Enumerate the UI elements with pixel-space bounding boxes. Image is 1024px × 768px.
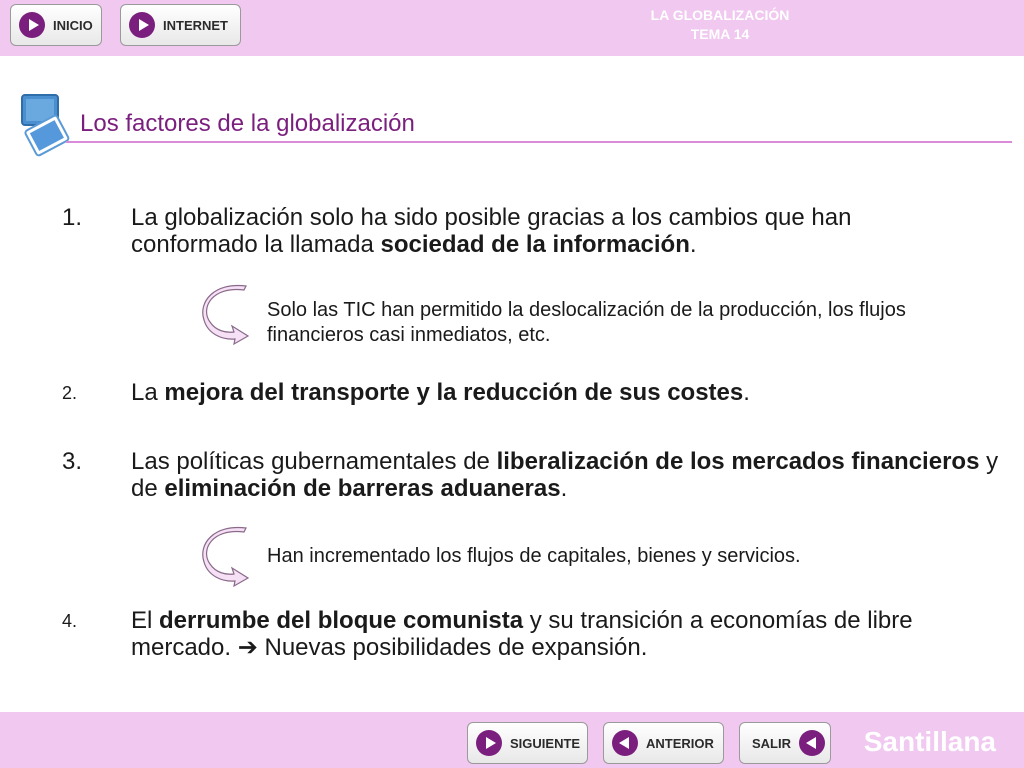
item-text [131, 379, 1001, 406]
curved-arrow-icon [200, 526, 252, 588]
siguiente-button[interactable] [467, 722, 588, 764]
bottom-bar [0, 712, 1024, 768]
item-text [131, 607, 1001, 661]
item-text-part: La globalización solo ha sido posible gracias a los cambios que han conformado la llamada [131, 204, 852, 258]
play-right-icon [19, 12, 45, 38]
inicio-button[interactable] [10, 4, 102, 46]
item-subtext: Han incrementado los flujos de capitales, bienes y servicios. [267, 545, 801, 567]
item-text-part: . [689, 231, 697, 258]
item-text-part: La [131, 379, 165, 406]
item-number: 4. [62, 611, 78, 631]
page-title: Los factores de la globalización [80, 110, 415, 137]
anterior-label: ANTERIOR [646, 735, 714, 751]
item-text [131, 448, 1001, 502]
item-text-bold: mejora del transporte y la reducción de sus costes [164, 379, 744, 406]
topic-heading [630, 6, 810, 44]
play-right-icon [129, 12, 155, 38]
item-text-bold: derrumbe del bloque comunista [159, 607, 524, 634]
internet-button[interactable] [120, 4, 241, 46]
curved-arrow-icon [200, 284, 252, 346]
internet-label: INTERNET [163, 17, 228, 33]
salir-button[interactable] [739, 722, 831, 764]
item-subtext: Solo las TIC han permitido la deslocalización de la producción, los flujos financieros casi inmediatos, etc. [267, 299, 906, 346]
anterior-button[interactable] [603, 722, 724, 764]
item-number: 1. [62, 204, 83, 231]
play-left-icon [799, 730, 825, 756]
title-divider [66, 141, 1012, 143]
item-text [131, 204, 951, 258]
item-text-bold: sociedad de la información [380, 231, 690, 258]
inicio-label: INICIO [53, 17, 93, 33]
item-text-part: y de [131, 448, 999, 502]
item-text-part: y su transición a economías de libre mercado. ➔ Nuevas posibilidades de expansión. [131, 607, 913, 661]
item-text-part: . [743, 379, 750, 406]
topic-line-1: LA GLOBALIZACIÓN [650, 7, 790, 23]
topic-line-2: TEMA 14 [690, 26, 750, 42]
play-left-icon [612, 730, 638, 756]
item-text-bold: eliminación de barreras aduaneras [164, 475, 561, 502]
section-logo-icon [16, 92, 74, 164]
salir-label: SALIR [752, 735, 791, 751]
item-text-part: El [131, 607, 160, 634]
item-text-bold: liberalización de los mercados financieros [496, 448, 980, 475]
play-right-icon [476, 730, 502, 756]
siguiente-label: SIGUIENTE [510, 735, 581, 751]
item-number: 3. [62, 448, 83, 475]
item-text-part: . [560, 475, 568, 502]
brand-logo: Santillana [863, 726, 996, 757]
item-text-part: Las políticas gubernamentales de [131, 448, 497, 475]
item-number: 2. [62, 383, 78, 403]
top-bar [0, 0, 1024, 56]
